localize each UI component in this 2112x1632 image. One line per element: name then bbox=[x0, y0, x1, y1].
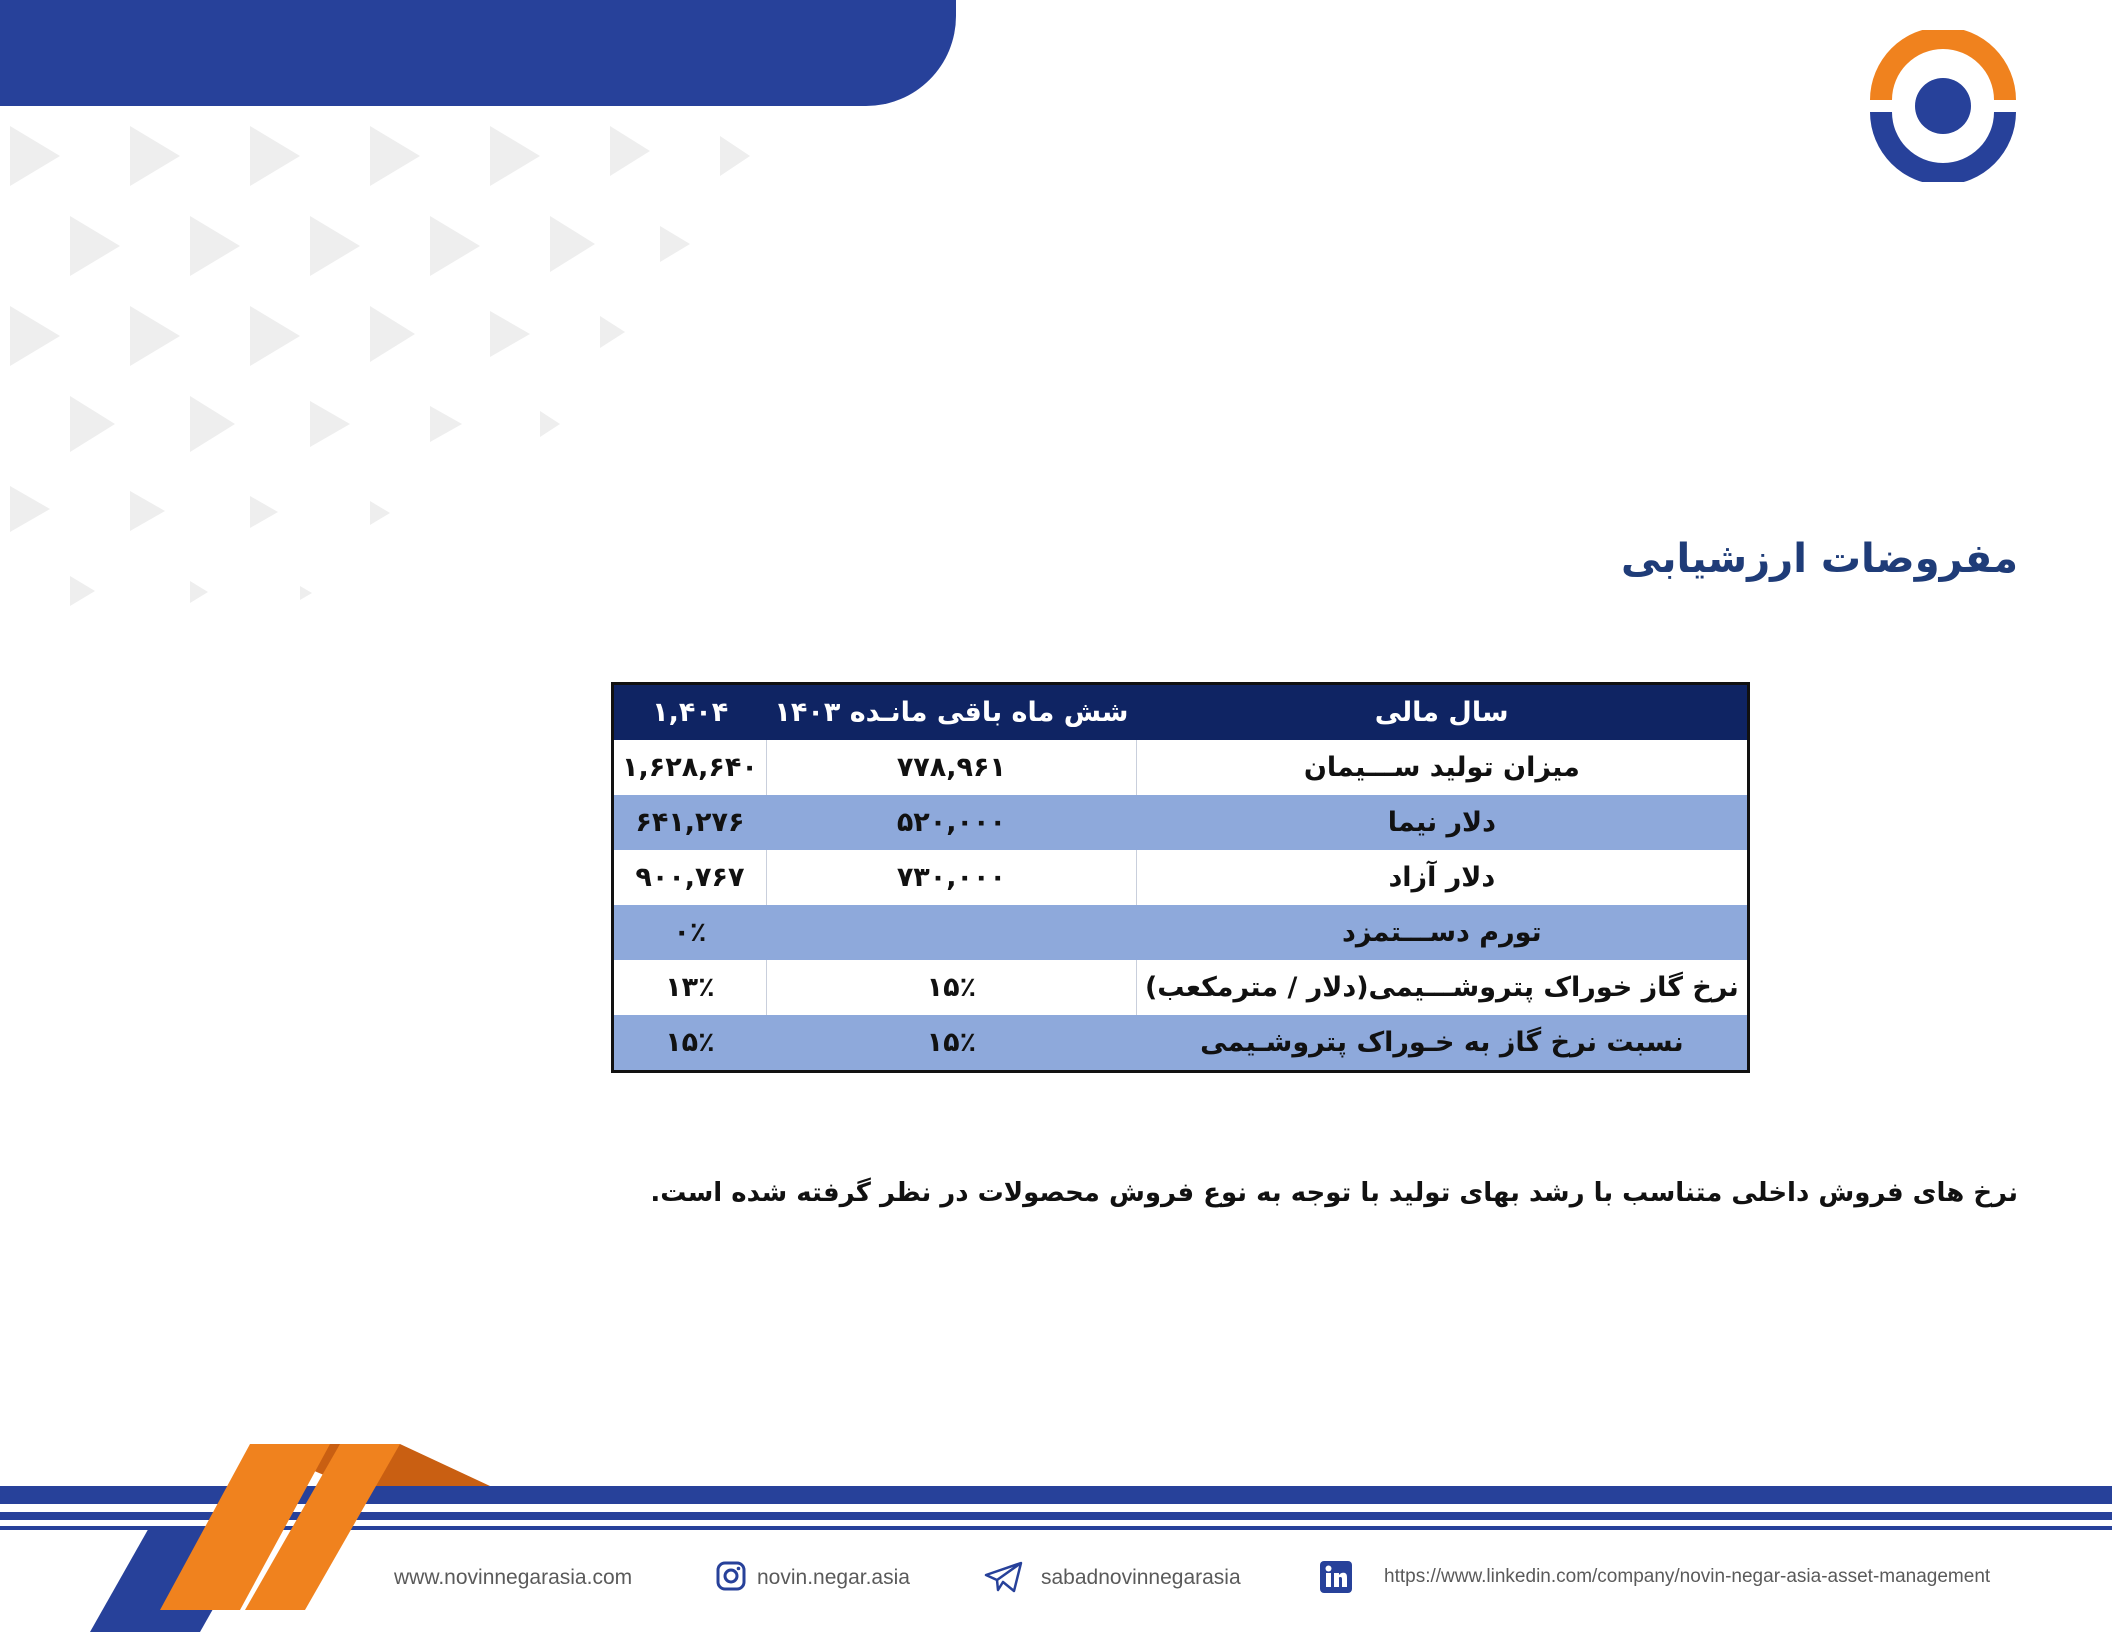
linkedin-link[interactable]: https://www.linkedin.com/company/novin-negar-asia-asset-management bbox=[1384, 1566, 1991, 1587]
table-row bbox=[613, 960, 1749, 1015]
table-header-row bbox=[613, 684, 1749, 741]
telegram-icon[interactable] bbox=[984, 1561, 1024, 1593]
row-value-1404: ۰٪ bbox=[613, 905, 767, 960]
row-value-1403: ۷۳۰,۰۰۰ bbox=[766, 850, 1136, 905]
page-title: مفروضات ارزشیابی bbox=[1620, 536, 2018, 582]
row-label: تورم دســـتمزد bbox=[1136, 905, 1748, 960]
row-value-1403: ۱۵٪ bbox=[766, 1015, 1136, 1072]
table-row bbox=[613, 740, 1749, 795]
row-label: نرخ گاز خوراک پتروشـــیمی(دلار / مترمکعب) bbox=[1136, 960, 1748, 1015]
instagram-link[interactable]: novin.negar.asia bbox=[757, 1566, 910, 1589]
row-label: دلار نیما bbox=[1136, 795, 1748, 850]
row-value-1404: ۱۵٪ bbox=[613, 1015, 767, 1072]
table-row bbox=[613, 795, 1749, 850]
row-value-1404: ۶۴۱,۲۷۶ bbox=[613, 795, 767, 850]
header-banner bbox=[0, 0, 956, 106]
header-fiscal-year: سال مالی bbox=[1136, 684, 1748, 741]
logo-icon bbox=[1858, 30, 2028, 182]
row-label: نسبت نرخ گاز به خـوراک پتروشـیمی bbox=[1136, 1015, 1748, 1072]
row-label: میزان تولید ســـیمان bbox=[1136, 740, 1748, 795]
row-label: دلار آزاد bbox=[1136, 850, 1748, 905]
linkedin-icon[interactable] bbox=[1320, 1561, 1352, 1593]
instagram-icon[interactable] bbox=[716, 1561, 746, 1591]
row-value-1404: ۱۳٪ bbox=[613, 960, 767, 1015]
header-1404: ۱,۴۰۴ bbox=[613, 684, 767, 741]
row-value-1404: ۱,۶۲۸,۶۴۰ bbox=[613, 740, 767, 795]
assumptions-table bbox=[611, 682, 1750, 1073]
row-value-1403: ۱۵٪ bbox=[766, 960, 1136, 1015]
header-remaining-1403: شش ماه باقی مانـده ۱۴۰۳ bbox=[766, 684, 1136, 741]
row-value-1403 bbox=[766, 905, 1136, 960]
table-row bbox=[613, 850, 1749, 905]
row-value-1403: ۷۷۸,۹۶۱ bbox=[766, 740, 1136, 795]
row-value-1403: ۵۲۰,۰۰۰ bbox=[766, 795, 1136, 850]
table-row bbox=[613, 1015, 1749, 1072]
row-value-1404: ۹۰۰,۷۶۷ bbox=[613, 850, 767, 905]
background-pattern bbox=[0, 106, 900, 666]
website-link[interactable]: www.novinnegarasia.com bbox=[394, 1566, 633, 1589]
table-row bbox=[613, 905, 1749, 960]
telegram-link[interactable]: sabadnovinnegarasia bbox=[1041, 1566, 1241, 1589]
footnote-text: نرخ های فروش داخلی متناسب با رشد بهای تولید با توجه به نوع فروش محصولات در نظر گرفته شده است. bbox=[650, 1178, 2018, 1208]
footer-graphic bbox=[0, 1430, 2112, 1632]
